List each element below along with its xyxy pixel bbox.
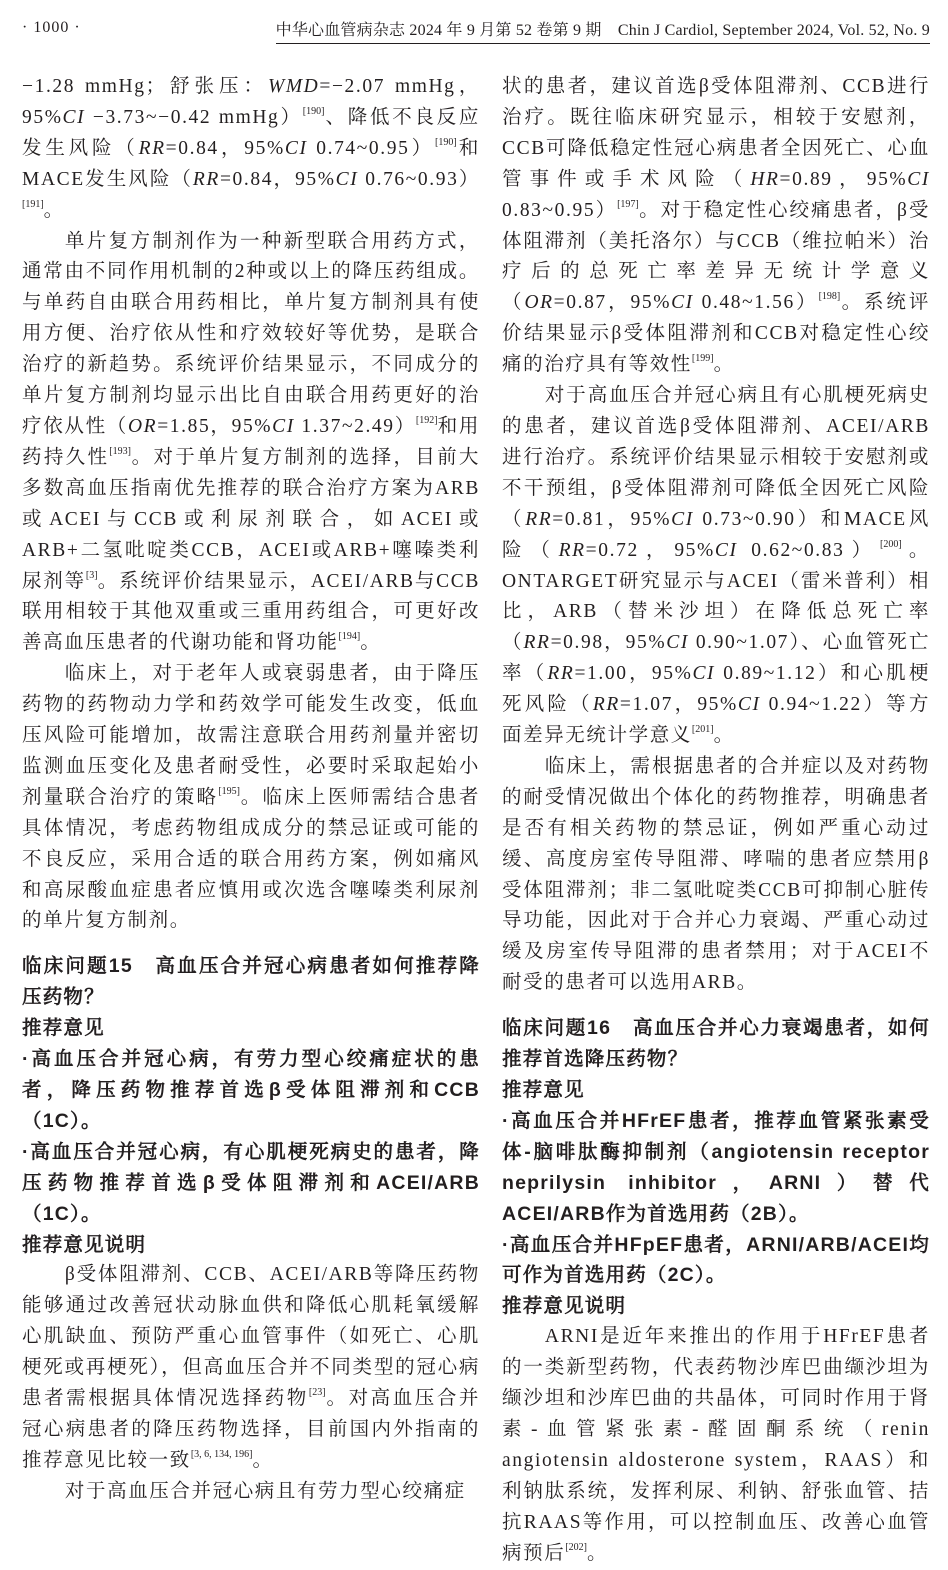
citation-ref: [3] <box>85 569 98 581</box>
citation-ref: [191] <box>22 198 44 210</box>
text-run: 。对于单片复方制剂的选择，目前大多数高血压指南优先推荐的联合治疗方案为ARB或ACEI与CCB或利尿剂联合，如ACEI或ARB+二氢吡啶类CCB，ACEI或ARB+噻嗪类利尿剂等 <box>22 446 480 592</box>
text-run: ·高血压合并HFpEF患者，ARNI/ARB/ACEI均可作为首选用药（2C）。 <box>502 1233 930 1287</box>
recommendation <box>22 1044 480 1137</box>
section-heading <box>22 951 480 1013</box>
italic-symbol: CI <box>666 632 689 654</box>
paragraph <box>502 1322 930 1569</box>
italic-symbol: CI <box>671 508 694 530</box>
text-run: 0.89~1.12）和心肌梗死风险（ <box>502 663 930 716</box>
text-run: 和用药持久性 <box>22 415 480 468</box>
text-run: 0.83~0.95） <box>502 199 618 221</box>
text-run: 。 <box>360 632 382 654</box>
text-run: 。临床上医师需结合患者具体情况，考虑药物组成成分的禁忌证或可能的不良反应，采用合适的联合用药方案，例如痛风和高尿酸血症患者应慎用或次选含噻嗪类利尿剂的单片复方制剂。 <box>22 786 480 932</box>
italic-symbol: HR <box>750 168 780 190</box>
paragraph <box>22 227 480 660</box>
text-run: ARNI是近年来推出的作用于HFrEF患者的一类新型药物，代表药物沙库巴曲缬沙坦为缬沙坦和沙库巴曲的共晶体，可同时作用于肾素-血管紧张素-醛固酮系统（renin angiotensin aldosterone system，RAAS）和利钠肽系统，发挥利尿、利钠、舒张血管、拮抗RAAS等作用，可以控制血压、改善心血管病预后 <box>502 1326 930 1564</box>
citation-ref: [194] <box>338 631 361 643</box>
italic-symbol: CI <box>907 168 930 190</box>
recommendation <box>502 1230 930 1292</box>
italic-symbol: RR <box>192 168 220 190</box>
italic-symbol: CI <box>62 106 86 128</box>
italic-symbol: RR <box>525 508 553 530</box>
subheading <box>502 1291 930 1322</box>
paragraph <box>502 72 930 381</box>
text-run: β受体阻滞剂、CCB、ACEI/ARB等降压药物能够通过改善冠状动脉血供和降低心肌耗氧缓解心肌缺血、预防严重心血管事件（如死亡、心肌梗死或再梗死），但高血压合并不同类型的冠心病患者需根据具体情况选择药物 <box>22 1264 480 1410</box>
subheading <box>22 1230 480 1261</box>
citation-ref: [192] <box>415 414 438 426</box>
text-run: 。 <box>713 725 735 747</box>
text-run: =1.00，95% <box>574 663 693 685</box>
text-run: 和MACE发生风险（ <box>22 137 480 190</box>
text-run: =1.07，95% <box>619 694 738 716</box>
paragraph <box>22 1260 480 1476</box>
text-run: 状的患者，建议首选β受体阻滞剂、CCB进行治疗。既往临床研究显示，相较于安慰剂，CCB可降低稳定性冠心病患者全因死亡、心血管事件或手术风险（ <box>502 76 930 190</box>
text-run: −3.73~−0.42 mmHg） <box>85 106 303 128</box>
citation-ref: [193] <box>109 445 131 457</box>
text-run: 0.62~0.83） <box>737 539 880 561</box>
section-heading <box>502 1013 930 1075</box>
italic-symbol: CI <box>737 694 761 716</box>
left-column <box>22 72 480 1508</box>
citation-ref: [190] <box>302 105 325 117</box>
text-run: 推荐意见说明 <box>22 1233 147 1256</box>
italic-symbol: CI <box>272 415 295 437</box>
text-run: ·高血压合并HFrEF患者，推荐血管紧张素受体-脑啡肽酶抑制剂（angiotensin receptor neprilysin inhibitor，ARNI）替代ACEI/ARB作为首选用药（2B）。 <box>502 1109 930 1225</box>
citation-ref: [190] <box>435 136 457 148</box>
citation-ref: [201] <box>691 724 714 736</box>
paragraph <box>22 659 480 937</box>
subheading <box>22 1013 480 1044</box>
text-run: ·高血压合并冠心病，有劳力型心绞痛症状的患者，降压药物推荐首选β受体阻滞剂和CCB（1C）。 <box>22 1048 480 1132</box>
citation-ref: [200] <box>880 538 902 550</box>
italic-symbol: RR <box>138 137 166 159</box>
page-number: · 1000 · <box>22 19 81 36</box>
italic-symbol: RR <box>523 632 551 654</box>
paragraph <box>502 381 930 752</box>
italic-symbol: CI <box>284 137 308 159</box>
citation-ref: [202] <box>565 1541 587 1553</box>
italic-symbol: RR <box>558 539 586 561</box>
citation-ref: [197] <box>617 198 639 210</box>
text-run: 对于高血压合并冠心病且有心肌梗死病史的患者，建议首选β受体阻滞剂、ACEI/ARB进行治疗。系统评价结果显示相较于安慰剂或不干预组，β受体阻滞剂可降低全因死亡风险（ <box>502 385 930 530</box>
right-column <box>502 72 930 1570</box>
italic-symbol: OR <box>127 415 158 437</box>
text-run: 临床上，对于老年人或衰弱患者，由于降压药物的药物动力学和药效学可能发生改变，低血压风险可能增加，故需注意联合用药剂量并密切监测血压变化及患者耐受性，必要时采取起始小剂量联合治疗的策略 <box>22 663 480 808</box>
text-run: =0.89，95% <box>779 168 908 190</box>
text-run: 。对于稳定性心绞痛患者，β受体阻滞剂（美托洛尔）与CCB（维拉帕米）治疗后的总死亡率差异无统计学意义（ <box>502 199 930 314</box>
italic-symbol: CI <box>335 168 359 190</box>
italic-symbol: CI <box>714 539 738 561</box>
italic-symbol: RR <box>547 663 575 685</box>
text-run: ·高血压合并冠心病，有心肌梗死病史的患者，降压药物推荐首选β受体阻滞剂和ACEI/ARB（1C）。 <box>22 1140 480 1225</box>
text-run: =0.98，95% <box>550 632 667 654</box>
text-run: 。 <box>586 1542 609 1564</box>
recommendation <box>502 1106 930 1230</box>
text-run: 0.74~0.95） <box>307 137 435 159</box>
text-run: 0.73~0.90）和MACE风险（ <box>502 508 930 561</box>
citation-ref: [199] <box>691 353 714 365</box>
text-run: =0.87，95% <box>553 292 672 314</box>
text-run: 临床问题15 高血压合并冠心病患者如何推荐降压药物？ <box>22 955 480 1009</box>
italic-symbol: WMD <box>267 76 320 97</box>
italic-symbol: CI <box>692 663 716 685</box>
paragraph <box>22 1477 480 1508</box>
text-run: 。 <box>252 1449 274 1471</box>
citation-ref: [3, 6, 134, 196] <box>190 1448 253 1460</box>
italic-symbol: OR <box>524 292 554 314</box>
text-run: 。 <box>43 199 65 221</box>
text-run: 0.94~1.22）等方面差异无统计学意义 <box>502 694 930 747</box>
text-run: 。系统评价结果显示β受体阻滞剂和CCB对稳定性心绞痛的治疗具有等效性 <box>502 292 930 376</box>
text-run: 。对高血压合并冠心病患者的降压药物选择，目前国内外指南的推荐意见比较一致 <box>22 1388 480 1471</box>
recommendation <box>22 1137 480 1230</box>
text-run: =0.84，95% <box>219 168 336 190</box>
text-run: 推荐意见 <box>22 1017 105 1040</box>
text-run: 临床上，需根据患者的合并症以及对药物的耐受情况做出个体化的药物推荐，明确患者是否有相关药物的禁忌证，例如严重心动过缓、高度房室传导阻滞、哮喘的患者应禁用β受体阻滞剂；非二氢吡啶类CCB可抑制心脏传导功能，因此对于合并心力衰竭、严重心动过缓及房室传导阻滞的患者禁用；对于ACEI不耐受的患者可以选用ARB。 <box>502 755 930 994</box>
text-run: =0.81，95% <box>552 508 672 530</box>
text-run: 0.90~1.07）、心血管死亡率（ <box>502 632 931 685</box>
text-run: 推荐意见说明 <box>502 1295 627 1318</box>
text-run: 。 <box>713 354 735 376</box>
journal-running-header: 中华心血管病杂志 2024 年 9 月第 52 卷第 9 期 Chin J Cardiol, September 2024, Vol. 52, No. 9 <box>276 17 930 44</box>
citation-ref: [198] <box>818 291 841 303</box>
citation-ref: [23] <box>308 1387 326 1399</box>
text-run: =0.72，95% <box>585 539 715 561</box>
text-run: 推荐意见 <box>502 1079 585 1101</box>
text-run: =−2.07 mmHg，95% <box>22 76 480 128</box>
text-run: 。ONTARGET研究显示与ACEI（雷米普利）相比，ARB（替米沙坦）在降低总死亡率（ <box>502 539 930 654</box>
text-run: 单片复方制剂作为一种新型联合用药方式，通常由不同作用机制的2种或以上的降压药组成。与单药自由联合用药相比，单片复方制剂具有使用方便、治疗依从性和疗效较好等优势，是联合治疗的新趋势。系统评价结果显示，不同成分的单片复方制剂均显示出比自由联合用药更好的治疗依从性（ <box>22 230 480 437</box>
text-run: =1.85，95% <box>157 415 273 437</box>
italic-symbol: CI <box>671 292 694 314</box>
text-run: 、降低不良反应发生风险（ <box>22 106 481 159</box>
citation-ref: [195] <box>218 785 241 797</box>
paragraph <box>22 72 480 227</box>
text-run: =0.84，95% <box>165 137 285 159</box>
text-run: 0.76~0.93） <box>358 168 480 190</box>
text-run: −1.28 mmHg；舒张压： <box>22 76 268 97</box>
text-run: 1.37~2.49） <box>294 415 416 437</box>
subheading <box>502 1075 930 1106</box>
italic-symbol: RR <box>592 694 620 716</box>
text-run: 。系统评价结果显示，ACEI/ARB与CCB联用相较于其他双重或三重用药组合，可更好改善高血压患者的代谢功能和肾功能 <box>22 570 480 654</box>
text-run: 对于高血压合并冠心病且有劳力型心绞痛症 <box>64 1480 466 1502</box>
paragraph <box>502 752 930 999</box>
text-run: 临床问题16 高血压合并心力衰竭患者，如何推荐首选降压药物？ <box>502 1017 930 1071</box>
text-run: 0.48~1.56） <box>693 292 819 314</box>
